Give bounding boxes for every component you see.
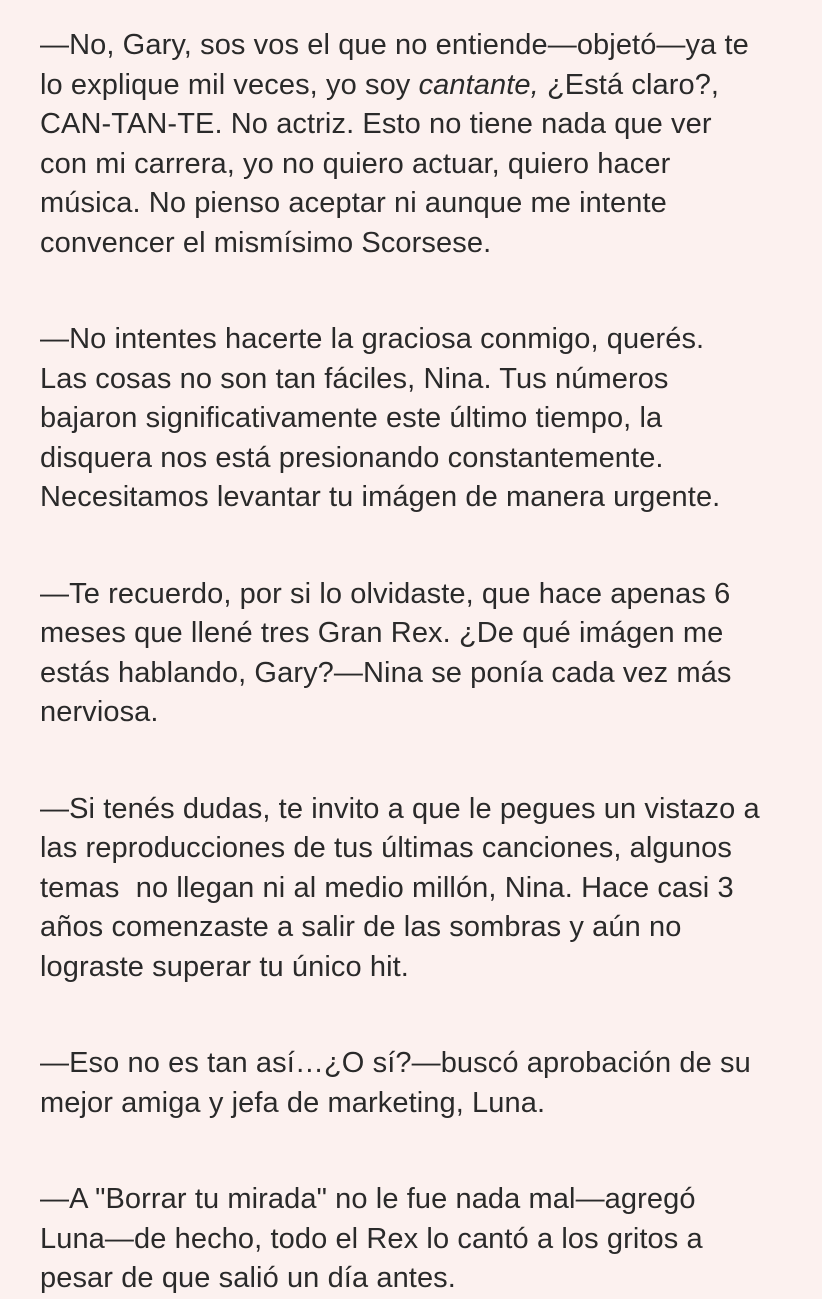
text-line	[40, 1044, 784, 1084]
text-run: con mi carrera, yo no quiero actuar, quiero hacer	[40, 147, 671, 180]
text-run: nerviosa.	[40, 696, 159, 728]
text-run: —Eso no es tan así…¿O sí?—buscó aprobación de su	[40, 1047, 751, 1079]
italic-word: cantante,	[418, 68, 539, 101]
text-line	[40, 829, 784, 869]
paragraph-2	[40, 320, 784, 518]
text-line	[40, 360, 784, 400]
text-run: convencer el mismísimo Scorsese.	[40, 226, 492, 259]
text-line	[40, 869, 784, 909]
text-run: estás hablando, Gary?—Nina se ponía cada vez más	[40, 656, 732, 689]
text-line	[40, 790, 784, 830]
text-line	[40, 614, 784, 654]
paragraph-1	[40, 26, 784, 263]
text-line	[40, 478, 784, 518]
text-run: música. No pienso aceptar ni aunque me intente	[40, 187, 667, 219]
text-run: —A "Borrar tu mirada" no le fue nada mal—agregó	[40, 1183, 696, 1215]
text-run: Luna—de hecho, todo el Rex lo cantó a los gritos a	[40, 1222, 703, 1255]
paragraph-6	[40, 1180, 784, 1299]
text-run: Necesitamos levantar tu imágen de manera urgente.	[40, 481, 721, 513]
text-run: temas no llegan ni al medio millón, Nina. Hace casi 3	[40, 871, 734, 904]
text-line	[40, 145, 784, 185]
text-run: —Te recuerdo, por si lo olvidaste, que hace apenas 6	[40, 577, 731, 610]
text-run: las reproducciones de tus últimas canciones, algunos	[40, 832, 732, 864]
text-run: bajaron significativamente este último tiempo, la	[40, 402, 663, 434]
text-run: lo explique mil veces, yo soy	[40, 68, 419, 101]
text-line	[40, 1259, 784, 1299]
text-run: —No intentes hacerte la graciosa conmigo, querés.	[40, 323, 705, 355]
text-run: lograste superar tu único hit.	[40, 950, 409, 983]
text-line	[40, 184, 784, 224]
text-run: disquera nos está presionando constantemente.	[40, 441, 664, 474]
paragraph-4	[40, 790, 784, 988]
text-line	[40, 224, 784, 264]
text-line	[40, 399, 784, 439]
text-run: —No, Gary, sos vos el que no entiende—objetó—ya te	[40, 29, 749, 61]
text-run: años comenzaste a salir de las sombras y aún no	[40, 911, 682, 943]
text-run: pesar de que salió un día antes.	[40, 1262, 456, 1294]
text-line	[40, 693, 784, 733]
paragraph-5	[40, 1044, 784, 1123]
text-run: mejor amiga y jefa de marketing, Luna.	[40, 1086, 546, 1119]
text-line	[40, 320, 784, 360]
text-line	[40, 908, 784, 948]
text-line	[40, 575, 784, 615]
text-run: Las cosas no son tan fáciles, Nina. Tus números	[40, 362, 669, 395]
text-line	[40, 66, 784, 106]
text-run: meses que llené tres Gran Rex. ¿De qué imágen me	[40, 617, 724, 649]
text-line	[40, 948, 784, 988]
text-run: ¿Está claro?,	[538, 68, 720, 101]
text-line	[40, 105, 784, 145]
text-line	[40, 1220, 784, 1260]
text-line	[40, 1084, 784, 1124]
text-line	[40, 26, 784, 66]
text-run: —Si tenés dudas, te invito a que le pegues un vistazo a	[40, 792, 760, 825]
text-line	[40, 654, 784, 694]
paragraph-3	[40, 575, 784, 733]
text-line	[40, 439, 784, 479]
text-run: CAN-TAN-TE. No actriz. Esto no tiene nada que ver	[40, 108, 712, 140]
